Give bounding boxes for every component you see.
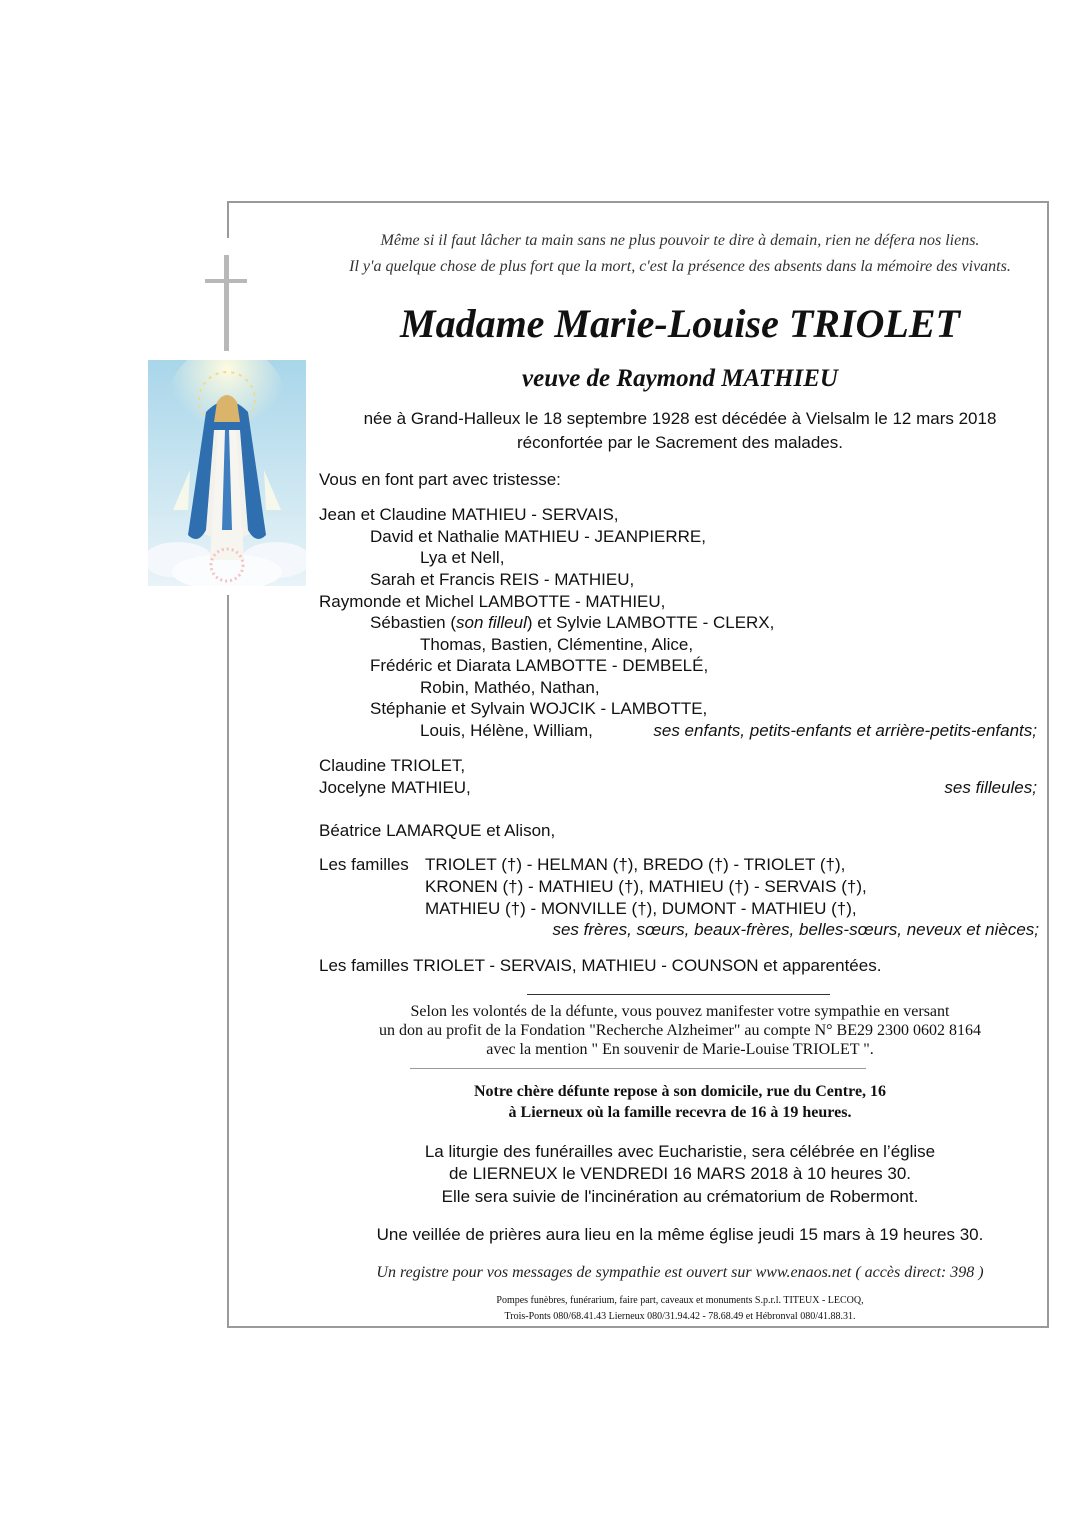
birth-death-line: née à Grand-Halleux le 18 septembre 1928 est décédée à Vielsalm le 12 mars 2018 [363,409,997,428]
family-line: Robin, Mathéo, Nathan, [420,678,600,697]
footer-line-1: Pompes funèbres, funérarium, faire part, caveaux et monuments S.p.r.l. TITEUX - LECOQ, [496,1295,864,1306]
cross-icon-vertical [224,255,229,351]
family-line: Thomas, Bastien, Clémentine, Alice, [420,635,694,654]
families-line: KRONEN (†) - MATHIEU (†), MATHIEU (†) - SERVAIS (†), [425,877,867,896]
donation-line-3: avec la mention " En souvenir de Marie-Louise TRIOLET ". [486,1041,874,1058]
family-text: Sébastien ( [370,613,456,632]
virgin-mary-image [148,360,306,586]
goddaughters-relation: ses filleules; [944,778,1037,797]
family-line: Louis, Hélène, William, [420,721,593,740]
families-line: MATHIEU (†) - MONVILLE (†), DUMONT - MATHIEU (†), [425,899,857,918]
quote-line-2: Il y'a quelque chose de plus fort que la mort, c'est la présence des absents dans la mémoire des vivants. [349,258,1011,275]
cross-icon-horizontal [205,279,247,283]
funeral-line-2: de LIERNEUX le VENDREDI 16 MARS 2018 à 10 heures 30. [448,1164,912,1183]
siblings-relation: ses frères, sœurs, beaux-frères, belles-sœurs, neveux et nièces; [552,920,1039,939]
sacrament-line: réconfortée par le Sacrement des malades. [516,433,843,452]
footer-line-2: Trois-Ponts 080/68.41.43 Lierneux 080/31.94.42 - 78.68.49 et Hébronval 080/41.88.31. [504,1311,856,1322]
separator-line-thin [410,1068,866,1069]
widow-of: veuve de Raymond MATHIEU [522,365,838,392]
family-line: Stéphanie et Sylvain WOJCIK - LAMBOTTE, [370,699,708,718]
family-line: David et Nathalie MATHIEU - JEANPIERRE, [370,527,706,546]
godson-note: son filleul [456,613,527,632]
goddaughter-line: Jocelyne MATHIEU, [319,778,471,797]
family-text: ) et Sylvie LAMBOTTE - CLERX, [526,613,775,632]
family-line: Sarah et Francis REIS - MATHIEU, [370,570,635,589]
quote-line-1: Même si il faut lâcher ta main sans ne plus pouvoir te dire à demain, rien ne défera nos liens. [380,232,980,249]
funeral-line-1: La liturgie des funérailles avec Eucharistie, sera célébrée en l’église [424,1142,936,1161]
families-line: TRIOLET (†) - HELMAN (†), BREDO (†) - TRIOLET (†), [425,855,846,874]
other-family-line: Béatrice LAMARQUE et Alison, [319,821,556,840]
vigil-line: Une veillée de prières aura lieu en la même église jeudi 15 mars à 19 heures 30. [376,1225,984,1244]
families-prefix: Les familles [319,855,409,874]
goddaughter-line: Claudine TRIOLET, [319,756,466,775]
frame-border-left-top [227,201,229,238]
family-line: Frédéric et Diarata LAMBOTTE - DEMBELÉ, [370,656,709,675]
intro-text: Vous en font part avec tristesse: [319,470,561,489]
funeral-line-3: Elle sera suivie de l'incinération au crématorium de Robermont. [441,1187,919,1206]
family-line: Lya et Nell, [420,548,505,567]
related-families-line: Les familles TRIOLET - SERVAIS, MATHIEU - COUNSON et apparentées. [319,956,882,975]
rest-line-1: Notre chère défunte repose à son domicile, rue du Centre, 16 [473,1083,887,1100]
deceased-name: Madame Marie-Louise TRIOLET [400,301,960,346]
frame-border-bottom [229,1326,1049,1328]
frame-border-top [227,201,1049,203]
family-line [370,613,774,633]
family-line: Jean et Claudine MATHIEU - SERVAIS, [319,505,619,524]
donation-line-2: un don au profit de la Fondation "Recherche Alzheimer" au compte N° BE29 2300 0602 8164 [379,1022,981,1039]
donation-line-1: Selon les volontés de la défunte, vous pouvez manifester votre sympathie en versant [410,1003,950,1020]
rest-line-2: à Lierneux où la famille recevra de 16 à 19 heures. [508,1104,852,1121]
frame-border-left-bottom [227,595,229,1328]
children-relation: ses enfants, petits-enfants et arrière-petits-enfants; [653,721,1037,740]
family-line: Raymonde et Michel LAMBOTTE - MATHIEU, [319,592,666,611]
registry-line: Un registre pour vos messages de sympathie est ouvert sur www.enaos.net ( accès direct: 398 ) [376,1264,984,1281]
separator-line [527,994,830,995]
